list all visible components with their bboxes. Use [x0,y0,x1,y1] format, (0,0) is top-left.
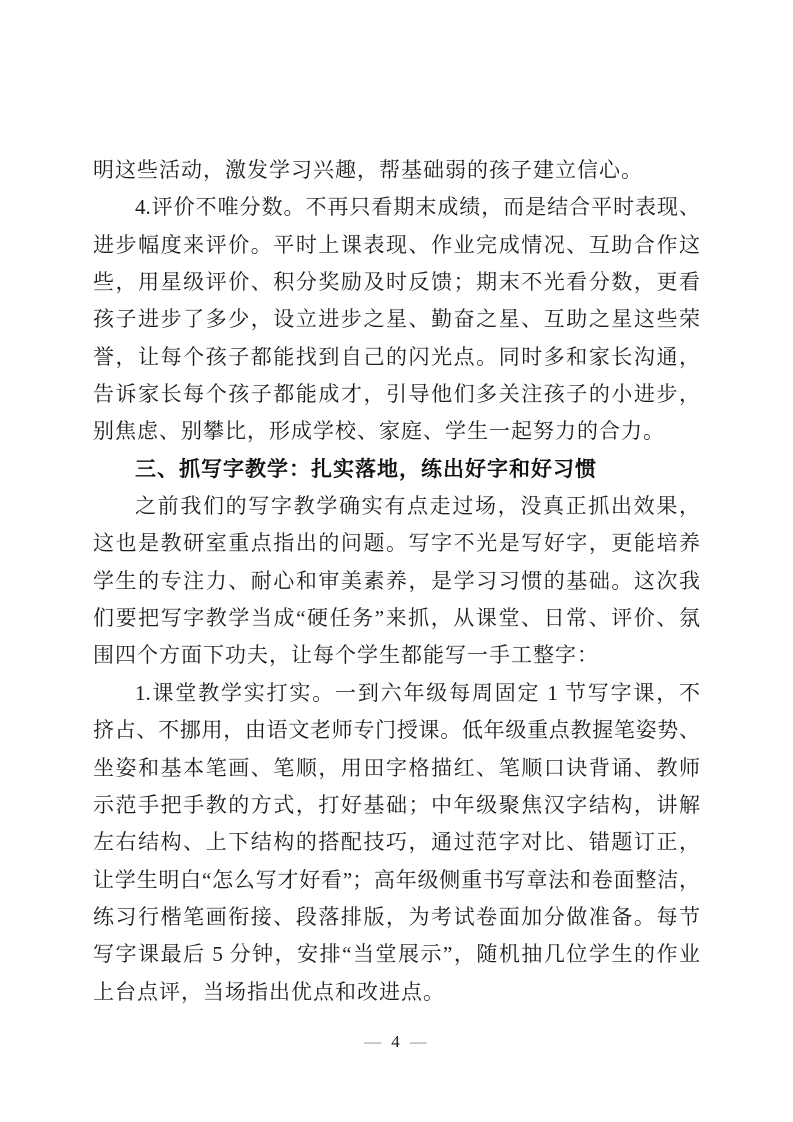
text-line: 写字课最后 5 分钟，安排“当堂展示”，随机抽几位学生的作业 [93,942,700,967]
text-line: 坐姿和基本笔画、笔顺，用田字格描红、笔顺口诀背诵、教师 [93,755,700,780]
page-number: 4 [391,1032,402,1051]
text-line: 4.评价不唯分数。不再只看期末成绩，而是结合平时表现、 [135,195,700,220]
footer-right-dash: — [409,1032,429,1051]
footer-left-dash: — [364,1032,384,1051]
text-line: 进步幅度来评价。平时上课表现、作业完成情况、互助合作这 [93,232,700,257]
text-line: 围四个方面下功夫，让每个学生都能写一手工整字： [93,643,599,668]
text-line: 之前我们的写字教学确实有点走过场，没真正抓出效果， [135,494,700,519]
text-line: 这也是教研室重点指出的问题。写字不光是写好字，更能培养 [93,531,700,556]
text-line: 让学生明白“怎么写才好看”；高年级侧重书写章法和卷面整洁， [93,867,700,892]
text-line: 们要把写字教学当成“硬任务”来抓，从课堂、日常、评价、氛 [93,606,700,631]
text-line: 告诉家长每个孩子都能成才，引导他们多关注孩子的小进步， [93,382,700,407]
text-line: 挤占、不挪用，由语文老师专门授课。低年级重点教握笔姿势、 [93,718,700,743]
text-line: 练习行楷笔画衔接、段落排版，为考试卷面加分做准备。每节 [93,904,700,929]
text-line: 左右结构、上下结构的搭配技巧，通过范字对比、错题订正， [93,830,700,855]
text-line: 孩子进步了多少，设立进步之星、勤奋之星、互助之星这些荣 [93,307,700,332]
text-line: 学生的专注力、耐心和审美素养，是学习习惯的基础。这次我 [93,568,700,593]
page-footer [0,1032,793,1052]
text-line: 明这些活动，激发学习兴趣，帮基础弱的孩子建立信心。 [93,158,643,182]
text-line: 别焦虑、别攀比，形成学校、家庭、学生一起努力的合力。 [93,419,665,444]
text-line: 上台点评，当场指出优点和改进点。 [93,979,445,1004]
document-body [93,152,700,1011]
text-line: 些，用星级评价、积分奖励及时反馈；期末不光看分数，更看 [93,270,700,295]
section-heading: 三、抓写字教学：扎实落地，练出好字和好习惯 [135,456,597,481]
text-line: 誉，让每个孩子都能找到自己的闪光点。同时多和家长沟通， [93,344,700,369]
text-line: 示范手把手教的方式，打好基础；中年级聚焦汉字结构，讲解 [93,792,700,817]
text-line: 1.课堂教学实打实。一到六年级每周固定 1 节写字课，不 [135,680,700,705]
